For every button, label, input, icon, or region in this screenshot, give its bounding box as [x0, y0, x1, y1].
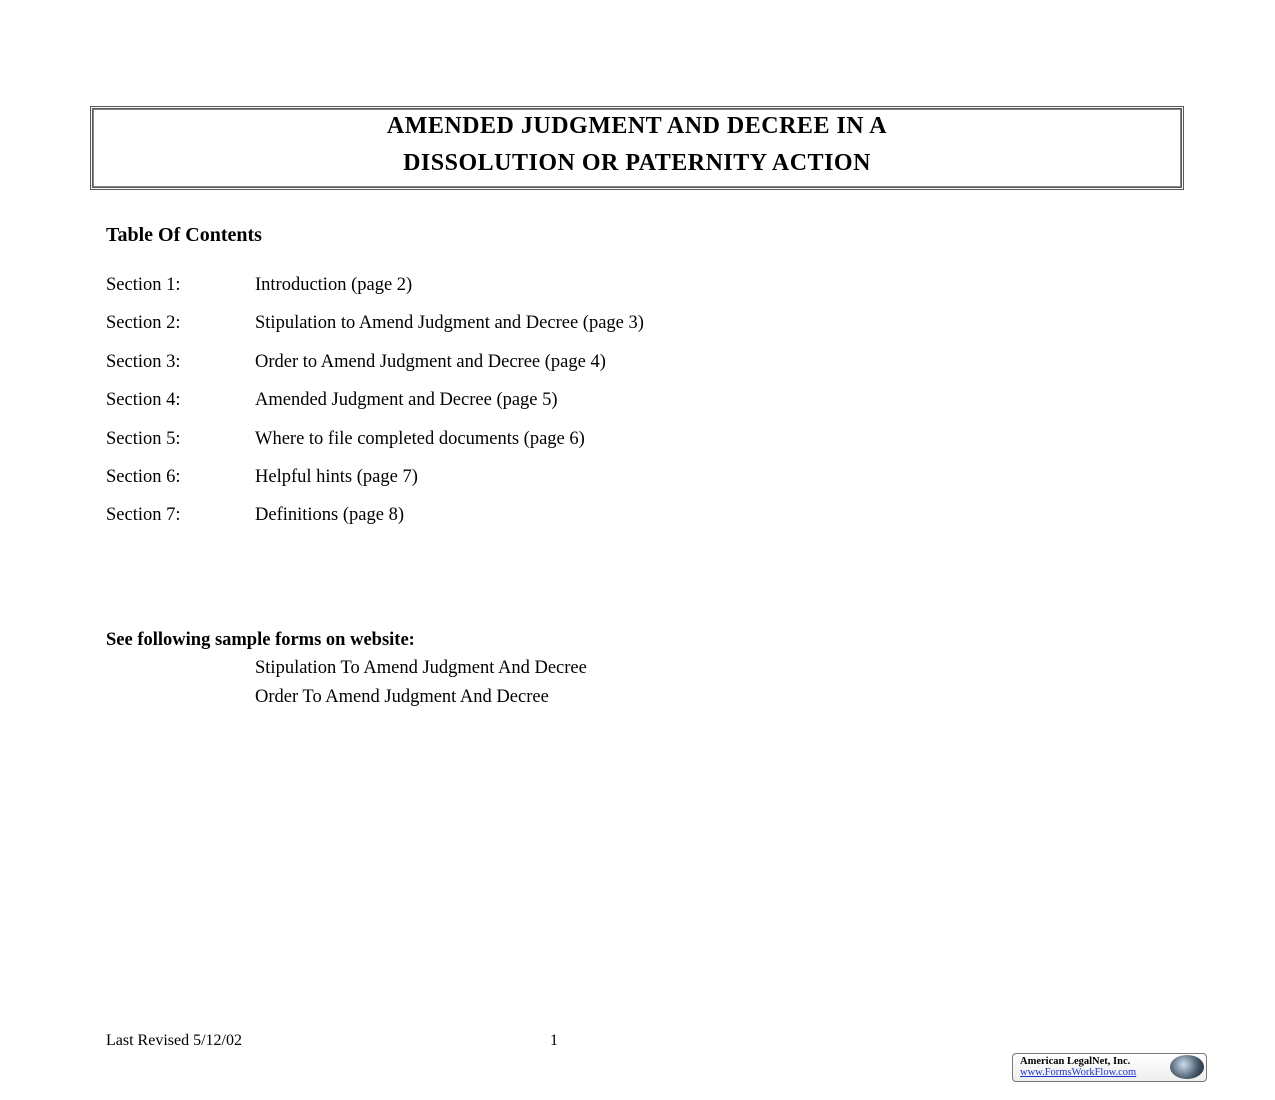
sample-forms-heading: See following sample forms on website:	[106, 630, 415, 650]
toc-section-label: Section 6:	[106, 467, 181, 487]
title-box	[90, 106, 1184, 190]
toc-heading: Table Of Contents	[106, 224, 262, 246]
toc-section-title: Order to Amend Judgment and Decree (page 4)	[255, 351, 606, 372]
sample-form-item: Stipulation To Amend Judgment And Decree	[255, 658, 587, 678]
last-revised: Last Revised 5/12/02	[106, 1032, 242, 1049]
toc-section-title: Helpful hints (page 7)	[255, 467, 418, 487]
globe-icon	[1170, 1055, 1204, 1079]
title-line-2: DISSOLUTION OR PATERNITY ACTION	[403, 150, 871, 176]
toc-section-title: Introduction (page 2)	[255, 275, 413, 295]
toc-section-label: Section 4:	[106, 390, 181, 411]
toc-section-label: Section 2:	[106, 313, 181, 334]
toc-section-label: Section 7:	[106, 505, 181, 526]
toc-section-label: Section 5:	[106, 428, 181, 449]
toc-section-title: Where to file completed documents (page 6)	[255, 428, 585, 449]
logo-link[interactable]: www.FormsWorkFlow.com	[1020, 1067, 1137, 1078]
title-line-1: AMENDED JUDGMENT AND DECREE IN A	[386, 113, 888, 139]
american-legalnet-logo[interactable]	[1012, 1053, 1207, 1082]
page-number: 1	[550, 1032, 558, 1049]
toc-section-title: Definitions (page 8)	[255, 505, 404, 526]
toc-section-title: Amended Judgment and Decree (page 5)	[255, 390, 558, 411]
toc-section-label: Section 3:	[106, 351, 181, 372]
logo-name: American LegalNet, Inc.	[1020, 1056, 1131, 1067]
sample-form-item: Order To Amend Judgment And Decree	[255, 687, 549, 707]
toc-section-label: Section 1:	[106, 275, 181, 295]
toc-section-title: Stipulation to Amend Judgment and Decree (page 3)	[255, 313, 644, 334]
